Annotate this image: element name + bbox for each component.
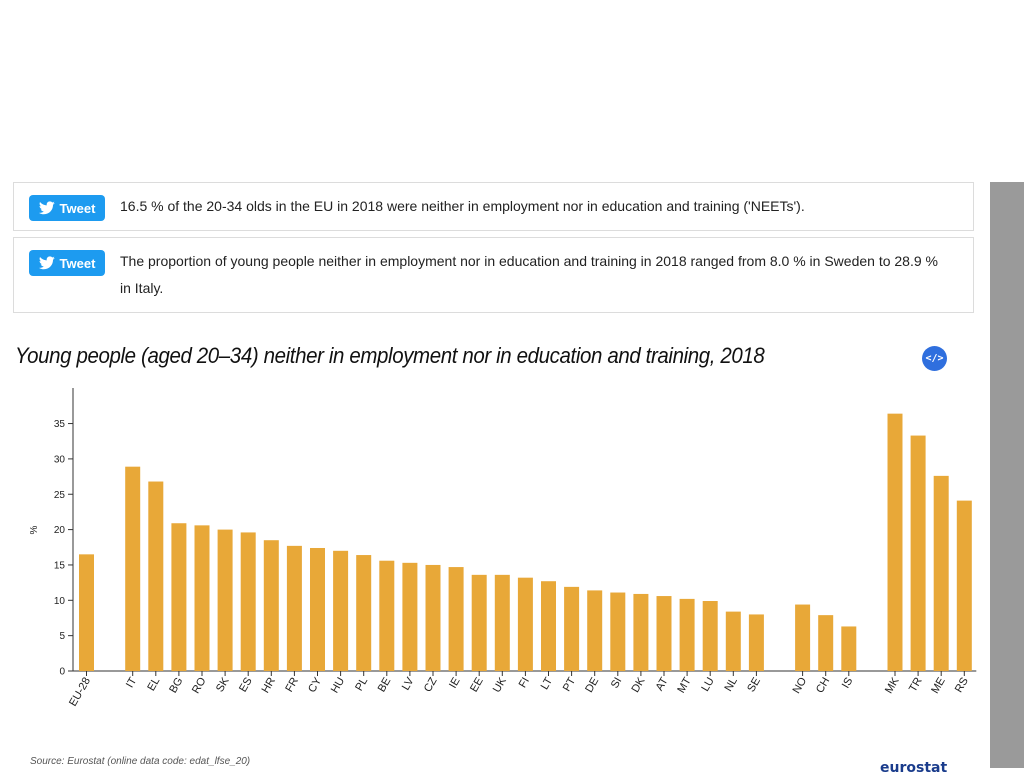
category-label: BG xyxy=(167,675,186,696)
bar-fi[interactable] xyxy=(518,578,533,671)
bar-si[interactable] xyxy=(610,593,625,671)
category-label: EU-28 xyxy=(67,675,94,709)
bar-uk[interactable] xyxy=(495,575,510,671)
y-tick-label: 30 xyxy=(53,454,65,466)
bar-lu[interactable] xyxy=(703,601,718,671)
category-label: LU xyxy=(699,675,717,694)
bars xyxy=(79,414,972,671)
category-label: RO xyxy=(189,675,209,696)
tweet-button-label: Tweet xyxy=(59,255,96,271)
y-tick-label: 25 xyxy=(53,489,65,501)
category-label: SI xyxy=(608,675,625,691)
source-note: Source: Eurostat (online data code: edat_lfse_20) xyxy=(30,756,251,767)
bar-hu[interactable] xyxy=(333,551,348,671)
y-tick-label: 0 xyxy=(59,666,65,678)
y-tick-label: 20 xyxy=(53,525,65,537)
bar-pl[interactable] xyxy=(356,555,371,671)
y-tick-label: 10 xyxy=(53,595,65,607)
category-label: DE xyxy=(583,675,602,695)
bar-chart xyxy=(0,380,990,756)
tweet-text: 16.5 % of the 20-34 olds in the EU in 2018 were neither in employment nor in education and training ('NEETs'). xyxy=(120,198,805,214)
category-label: SE xyxy=(745,675,763,695)
category-label: MT xyxy=(675,675,694,696)
bar-me[interactable] xyxy=(934,476,949,671)
bar-dk[interactable] xyxy=(633,594,648,671)
y-tick-label: 15 xyxy=(53,560,65,572)
bar-no[interactable] xyxy=(795,605,810,671)
category-label: LV xyxy=(399,675,417,693)
bar-be[interactable] xyxy=(379,561,394,671)
category-label: ME xyxy=(929,675,948,696)
category-label: ES xyxy=(237,675,255,695)
scrollbar[interactable] xyxy=(990,182,1024,768)
category-label: TR xyxy=(906,675,925,695)
bar-it[interactable] xyxy=(125,467,140,671)
bar-ee[interactable] xyxy=(472,575,487,671)
y-axis-label: % xyxy=(29,525,40,535)
eurostat-logo[interactable]: eurostat xyxy=(880,760,948,776)
category-label: EL xyxy=(145,675,163,694)
bar-rs[interactable] xyxy=(957,501,972,671)
category-label: CH xyxy=(813,675,833,696)
category-label: NO xyxy=(790,675,810,696)
bar-mt[interactable] xyxy=(680,599,695,671)
bar-es[interactable] xyxy=(241,532,256,671)
category-label: IS xyxy=(839,675,856,691)
chart-title: Young people (aged 20–34) neither in employment nor in education and training, 2018 xyxy=(15,343,765,368)
twitter-bird-icon xyxy=(39,256,55,270)
bar-el[interactable] xyxy=(148,482,163,671)
category-label: HU xyxy=(328,675,348,696)
bar-fr[interactable] xyxy=(287,546,302,671)
tweet-button[interactable] xyxy=(29,195,105,221)
bar-bg[interactable] xyxy=(171,523,186,671)
bar-lv[interactable] xyxy=(402,563,417,671)
bar-at[interactable] xyxy=(657,596,672,671)
bar-eu-28[interactable] xyxy=(79,554,94,671)
bar-lt[interactable] xyxy=(541,581,556,671)
bar-ro[interactable] xyxy=(195,525,210,671)
y-axis xyxy=(54,388,976,678)
bar-hr[interactable] xyxy=(264,540,279,671)
twitter-bird-icon xyxy=(39,201,55,215)
category-label: RS xyxy=(952,675,971,695)
category-label: BE xyxy=(375,675,394,695)
y-tick-label: 35 xyxy=(53,419,65,431)
category-label: AT xyxy=(653,675,671,693)
bar-tr[interactable] xyxy=(911,436,926,671)
category-label: EE xyxy=(468,675,486,695)
category-label: IT xyxy=(124,675,140,690)
bar-ch[interactable] xyxy=(818,615,833,671)
bar-se[interactable] xyxy=(749,614,764,671)
category-label: NL xyxy=(722,675,740,694)
category-label: CZ xyxy=(421,675,440,695)
category-label: MK xyxy=(882,675,902,696)
tweet-box-1 xyxy=(13,182,974,231)
bar-pt[interactable] xyxy=(564,587,579,671)
bar-is[interactable] xyxy=(841,626,856,671)
category-label: PT xyxy=(560,675,579,694)
tweet-button-label: Tweet xyxy=(59,200,96,216)
category-labels xyxy=(67,671,971,709)
tweet-button[interactable] xyxy=(29,250,105,276)
bar-mk[interactable] xyxy=(888,414,903,671)
tweet-text: The proportion of young people neither in employment nor in education and training in 2018 ranged from 8.0 % in Sweden to 28.9 % in Italy. xyxy=(120,253,938,296)
bar-de[interactable] xyxy=(587,590,602,671)
y-tick-label: 5 xyxy=(59,631,65,643)
category-label: FI xyxy=(516,675,532,690)
category-label: LT xyxy=(538,675,556,692)
category-label: DK xyxy=(629,675,648,695)
category-label: SK xyxy=(213,675,232,695)
category-label: IE xyxy=(447,675,463,691)
bar-nl[interactable] xyxy=(726,612,741,671)
category-label: HR xyxy=(259,675,278,696)
category-label: FR xyxy=(283,675,301,695)
embed-code-button[interactable]: </> xyxy=(922,346,947,371)
category-label: PL xyxy=(353,675,371,694)
bar-sk[interactable] xyxy=(218,530,233,671)
bar-ie[interactable] xyxy=(449,567,464,671)
category-label: CY xyxy=(306,675,325,695)
category-label: UK xyxy=(490,675,509,695)
bar-cy[interactable] xyxy=(310,548,325,671)
tweet-box-2 xyxy=(13,237,974,313)
bar-cz[interactable] xyxy=(426,565,441,671)
